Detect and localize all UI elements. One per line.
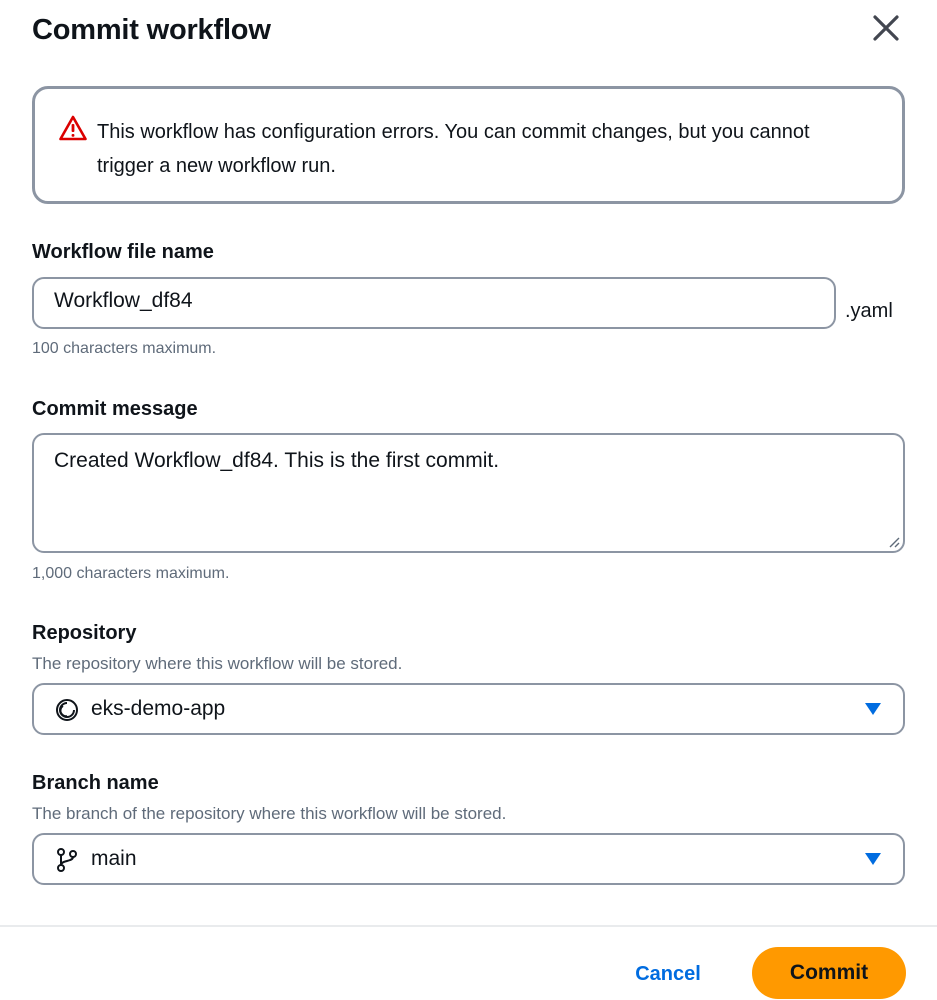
commit-message-textarea[interactable] <box>32 433 905 553</box>
file-extension-suffix: .yaml <box>845 300 893 322</box>
footer-divider <box>0 925 937 927</box>
repository-description: The repository where this workflow will be stored. <box>32 654 403 673</box>
branch-selected-value: main <box>91 847 137 870</box>
file-name-hint: 100 characters maximum. <box>32 340 217 357</box>
commit-button[interactable]: Commit <box>752 947 906 999</box>
alert-message: This workflow has configuration errors. You can commit changes, but you cannot trigger a new workflow run. <box>97 121 810 177</box>
branch-label: Branch name <box>32 772 159 794</box>
resize-handle-icon[interactable] <box>886 534 900 548</box>
commit-message-hint: 1,000 characters maximum. <box>32 565 230 582</box>
file-name-value: Workflow_df84 <box>54 289 193 312</box>
warning-alert <box>32 86 905 204</box>
commit-message-value: Created Workflow_df84. This is the first commit. <box>54 449 500 472</box>
file-name-input[interactable] <box>32 277 836 329</box>
warning-triangle-icon <box>59 115 87 141</box>
branch-select[interactable] <box>32 833 905 885</box>
modal-title: Commit workflow <box>32 14 271 46</box>
close-icon <box>872 14 900 42</box>
branch-icon <box>54 847 80 873</box>
repository-selected-value: eks-demo-app <box>91 697 226 720</box>
close-button[interactable] <box>866 8 906 48</box>
chevron-down-icon <box>864 702 882 716</box>
repository-icon <box>54 697 80 723</box>
repository-select[interactable] <box>32 683 905 735</box>
branch-description: The branch of the repository where this workflow will be stored. <box>32 804 507 823</box>
chevron-down-icon <box>864 852 882 866</box>
file-name-label: Workflow file name <box>32 241 214 263</box>
commit-message-label: Commit message <box>32 398 198 420</box>
cancel-button[interactable]: Cancel <box>635 962 701 985</box>
repository-label: Repository <box>32 622 137 644</box>
